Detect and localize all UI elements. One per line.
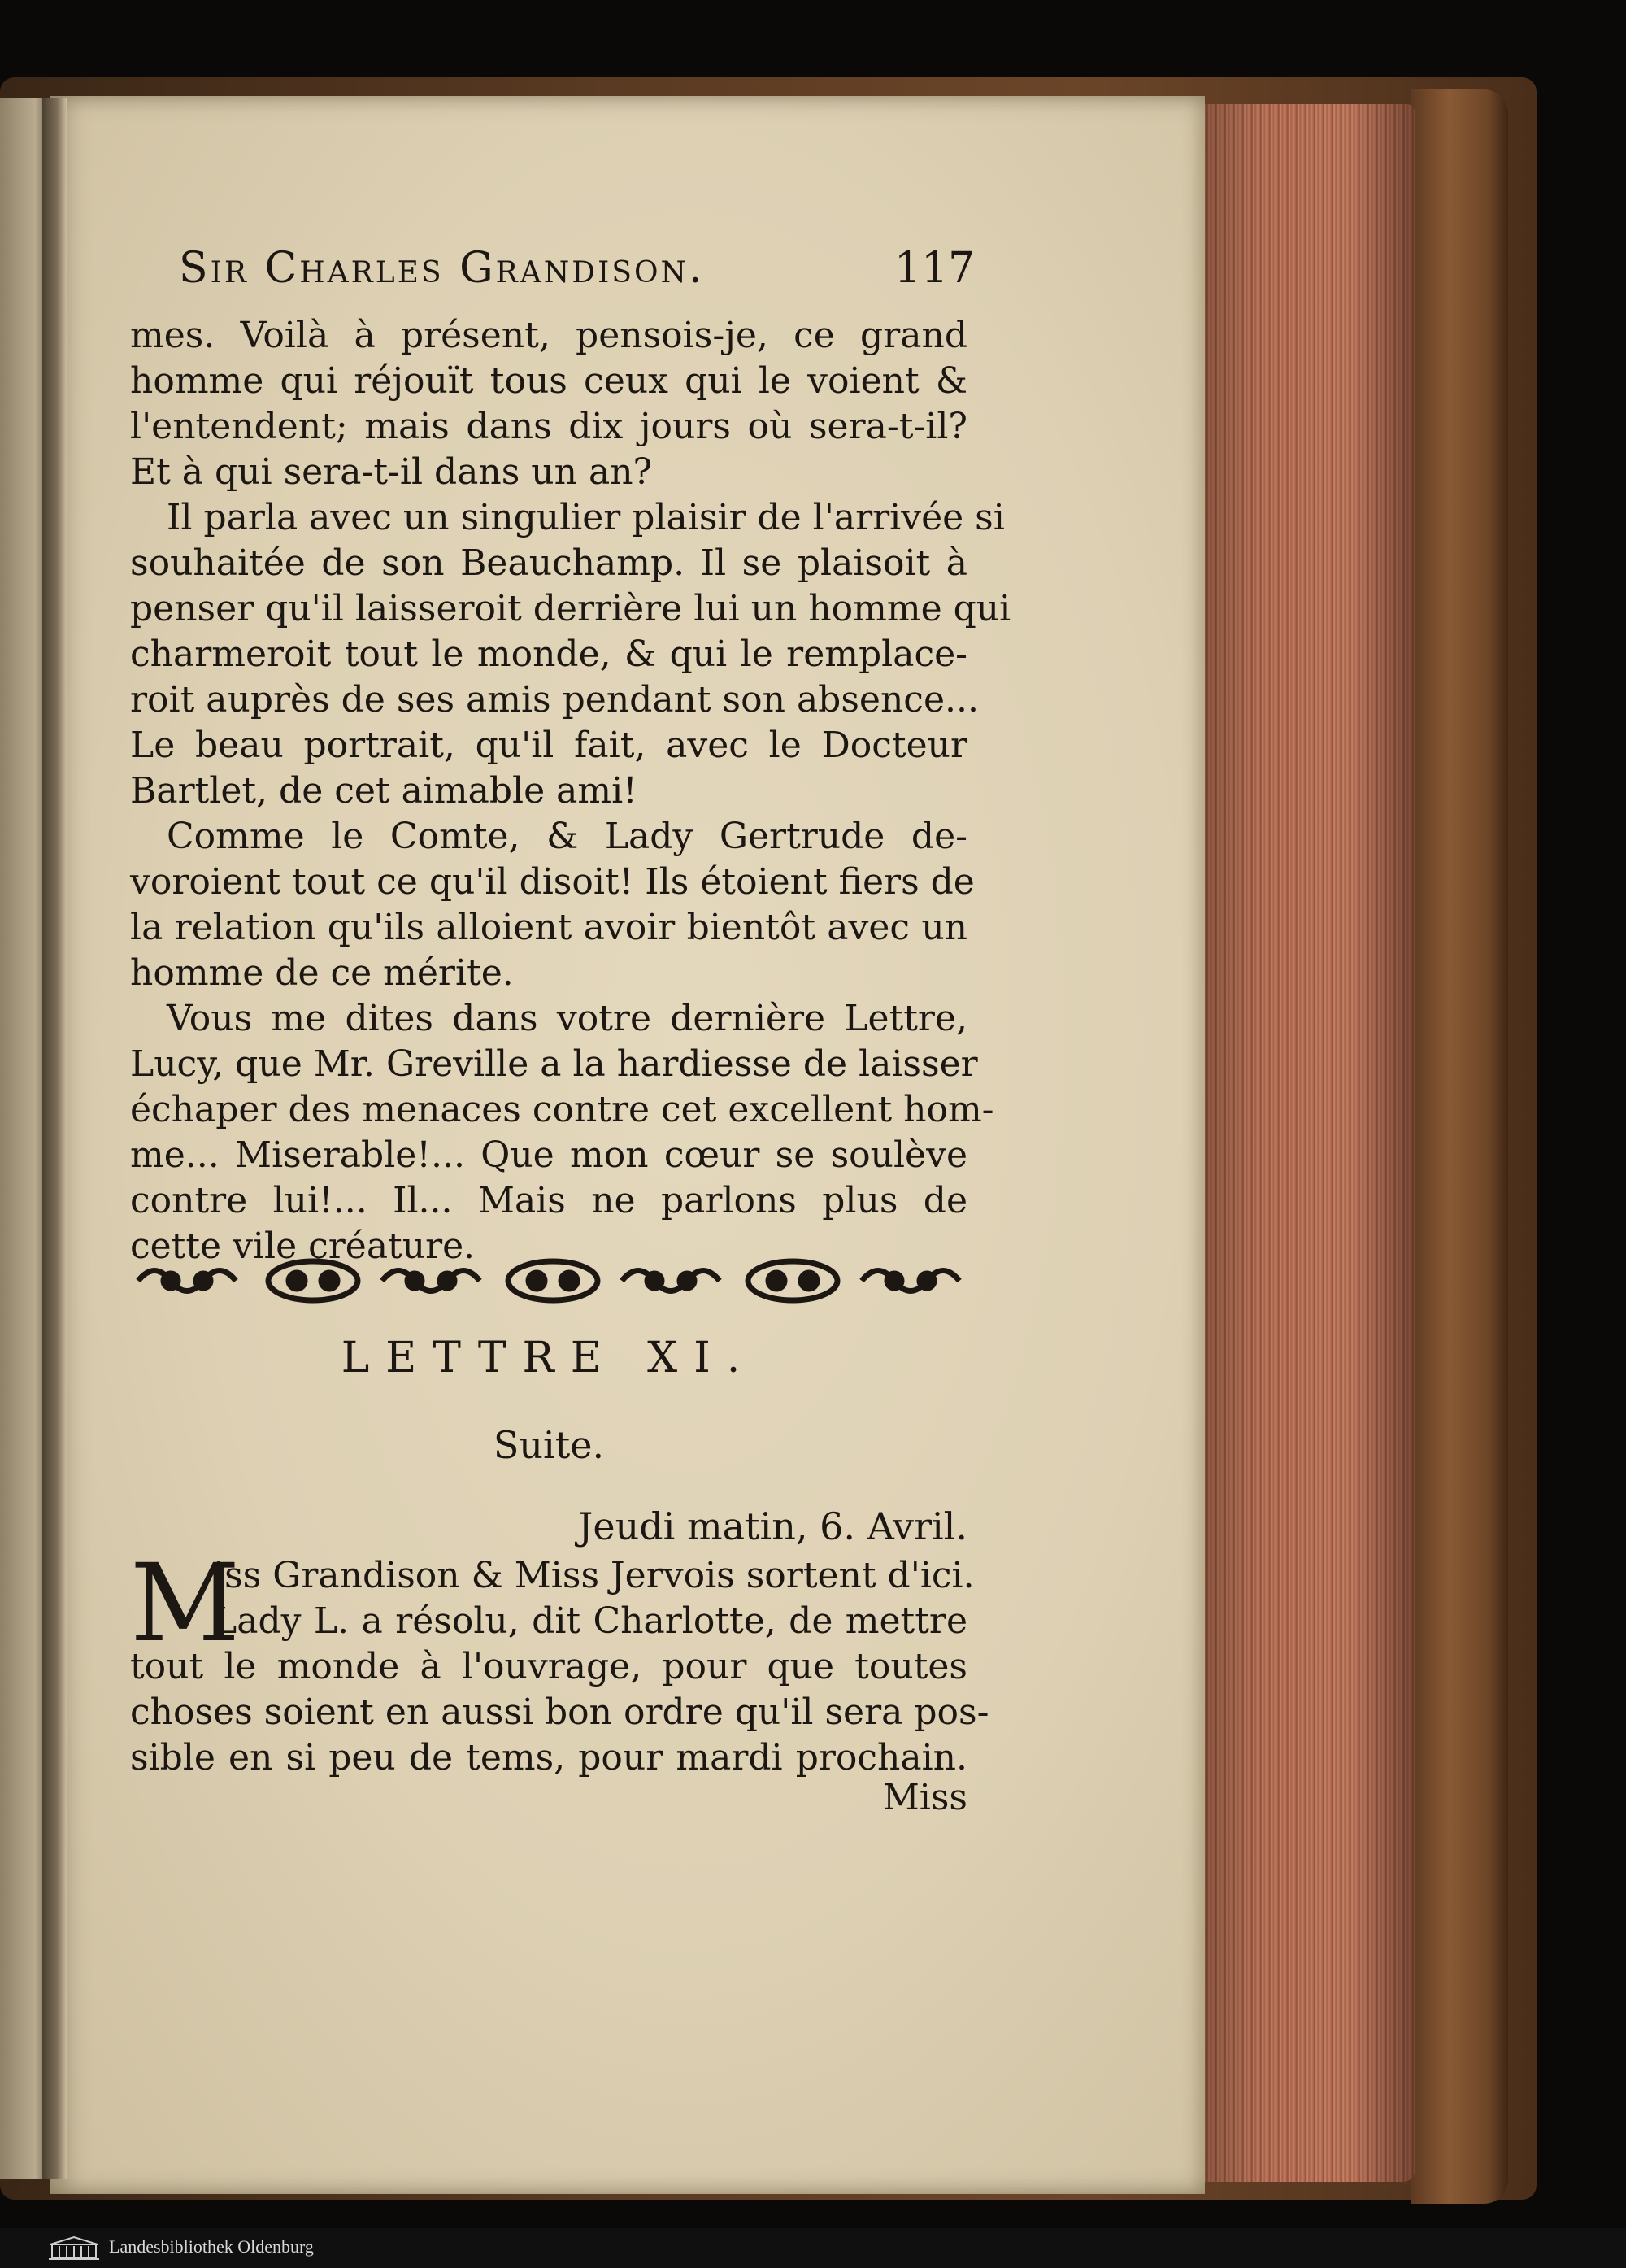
text-line: me... Miserable!... Que mon cœur se soulève <box>130 1134 967 1176</box>
text-line: tout le monde à l'ouvrage, pour que toutes <box>130 1646 967 1687</box>
text-line: penser qu'il laisseroit derrière lui un homme qui <box>130 588 1011 629</box>
letter-subtitle: Suite. <box>493 1423 605 1467</box>
text-line: souhaitée de son Beauchamp. Il se plaisoit à <box>130 542 967 584</box>
letter-dateline: Jeudi matin, 6. Avril. <box>577 1504 967 1548</box>
text-line: Il parla avec un singulier plaisir de l'arrivée si <box>167 497 1005 538</box>
text-line: Lucy, que Mr. Greville a la hardiesse de laisser <box>130 1043 978 1085</box>
ornament-scroll <box>382 1271 480 1291</box>
text-line: Bartlet, de cet aimable ami! <box>130 770 637 812</box>
text-line: sible en si peu de tems, pour mardi prochain. <box>130 1737 967 1778</box>
text-line: homme de ce mérite. <box>130 952 514 994</box>
text-line: choses soient en aussi bon ordre qu'il sera pos- <box>130 1691 989 1733</box>
text-line: homme qui réjouït tous ceux qui le voient & <box>130 360 967 402</box>
catchword: Miss <box>882 1777 967 1818</box>
letter-title: LETTRE XI. <box>341 1334 757 1382</box>
ornament-medallion <box>508 1261 598 1300</box>
running-head: Sir Charles Grandison. <box>179 244 705 293</box>
ornament-scroll <box>622 1271 720 1291</box>
text-line: l'entendent; mais dans dix jours où sera-t-il? <box>130 406 967 447</box>
ornament-scroll <box>138 1271 236 1291</box>
page-number: 117 <box>894 244 976 293</box>
text-line: roit auprès de ses amis pendant son absence... <box>130 679 979 720</box>
text-line: cette vile créature. <box>130 1225 476 1267</box>
text-line: charmeroit tout le monde, & qui le remplace- <box>130 633 967 675</box>
text-line: la relation qu'ils alloient avoir bientôt avec un <box>130 907 967 948</box>
text-line: voroient tout ce qu'il disoit! Ils étoient fiers de <box>130 861 975 903</box>
text-line: Le beau portrait, qu'il fait, avec le Docteur <box>130 725 967 766</box>
library-name: Landesbibliothek Oldenburg <box>109 2236 314 2257</box>
text-line: Vous me dites dans votre dernière Lettre, <box>167 998 967 1039</box>
page-fore-edge-shading <box>1202 104 1415 2182</box>
book-board-edge <box>1411 89 1508 2204</box>
library-building-icon <box>47 2235 101 2261</box>
ornament-medallion <box>748 1261 837 1300</box>
gutter-shadow <box>42 98 67 2179</box>
text-line: contre lui!... Il... Mais ne parlons plus de <box>130 1180 967 1221</box>
ornament-scroll <box>862 1271 959 1291</box>
ornament-band <box>130 1252 967 1309</box>
text-line: Comme le Comte, & Lady Gertrude de- <box>167 816 967 857</box>
text-line: Et à qui sera-t-il dans un an? <box>130 451 653 493</box>
text-line: mes. Voilà à présent, pensois-je, ce grand <box>130 315 967 356</box>
ornament-medallion <box>268 1261 358 1300</box>
text-line: iss Grandison & Miss Jervois sortent d'ici. <box>213 1555 975 1596</box>
text-line: Lady L. a résolu, dit Charlotte, de mettre <box>213 1600 967 1642</box>
text-line: échaper des menaces contre cet excellent hom- <box>130 1089 994 1130</box>
drop-cap: M <box>130 1541 241 1666</box>
